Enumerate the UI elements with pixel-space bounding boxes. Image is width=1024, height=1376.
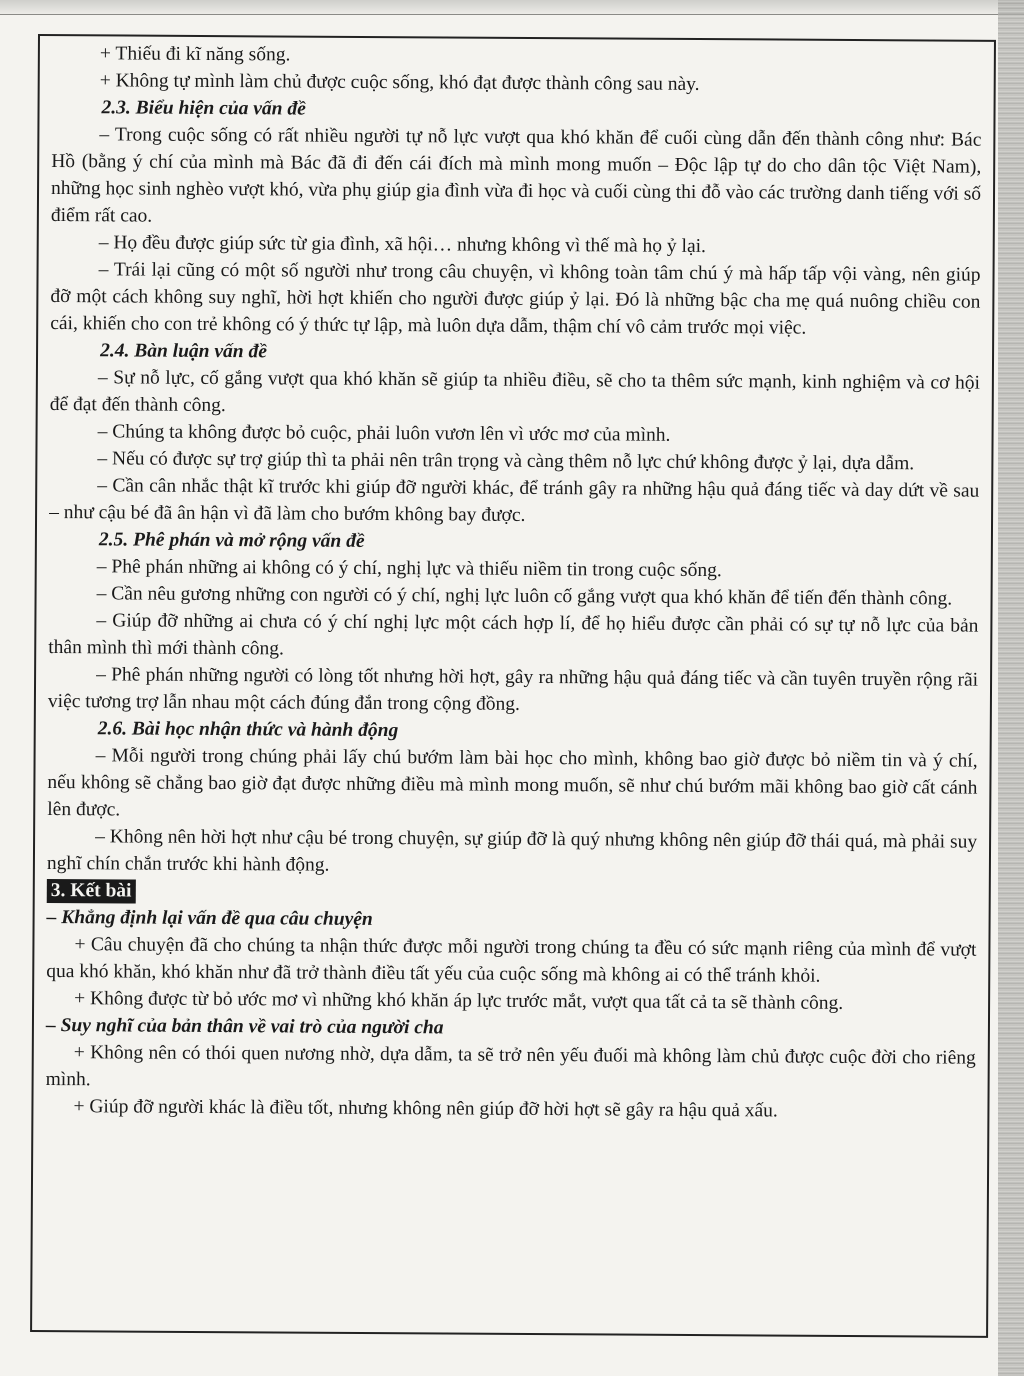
paragraph: + Câu chuyện đã cho chúng ta nhận thức được mỗi người trong chúng ta đều có sức mạnh riêng của mình để vượt qua khó khăn, khó khăn như đã trở thành điều tất yếu của cuộc sống mà không ai có thể tránh khỏi. <box>46 934 977 987</box>
page-binding-edge <box>998 0 1024 1376</box>
section-heading-2-5: 2.5. Phê phán và mở rộng vấn đề <box>98 529 365 552</box>
paragraph: – Giúp đỡ những ai chưa có ý chí nghị lực một cách hợp lí, để họ hiểu được cần phải có sự tự nỗ lực của bản thân mình thì mới thành công. <box>48 610 979 660</box>
subheading-suy-nghi: – Suy nghĩ của bản thân về vai trò của người cha <box>45 1014 444 1039</box>
paragraph: – Nếu có được sự trợ giúp thì ta phải nên trân trọng và càng thêm nỗ lực chứ không được ỷ lại, dựa dẫm. <box>97 448 915 475</box>
bullet-line: + Không tự mình làm chủ được cuộc sống, khó đạt được thành công sau này. <box>99 70 700 95</box>
paragraph: – Mỗi người trong chúng phải lấy chú bướm làm bài học cho mình, không bao giờ được bỏ niềm tin và ý chí, nếu không sẽ chẳng bao giờ đạt được những điều mà mình mong muốn, sẽ như chú bướm mãi không bao giờ cất cánh lên được. <box>47 745 978 821</box>
paragraph: – Phê phán những ai không có ý chí, nghị lực và thiếu niềm tin trong cuộc sống. <box>96 556 722 582</box>
section-heading-3: 3. Kết bài <box>47 879 136 904</box>
document-body <box>45 40 982 1126</box>
paragraph: – Trong cuộc sống có rất nhiều người tự nỗ lực vượt qua khó khăn để cuối cùng dẫn đến thành công như: Bác Hồ (bằng ý chí của mình mà Bác đã đi đến cái đích mà mình mong muốn – Độc lập tự do cho dân tộc Việt Nam), những học sinh nghèo vượt khó, vừa phụ giúp gia đình vừa đi học và cuối cùng thi đỗ vào các trường danh tiếng với số điểm rất cao. <box>50 124 982 227</box>
subheading-khang-dinh: – Khẳng định lại vấn đề qua câu chuyện <box>46 906 373 930</box>
paragraph: – Chúng ta không được bỏ cuộc, phải luôn vươn lên vì ước mơ của mình. <box>97 421 671 446</box>
paragraph: – Sự nỗ lực, cố gắng vượt qua khó khăn sẽ giúp ta nhiều điều, sẽ cho ta thêm sức mạnh, kinh nghiệm và cơ hội để đạt đến thành công. <box>49 367 980 417</box>
paragraph: + Giúp đỡ người khác là điều tốt, nhưng không nên giúp đỡ hời hợt sẽ gây ra hậu quả xấu. <box>73 1096 778 1122</box>
section-heading-2-4: 2.4. Bàn luận vấn đề <box>100 340 268 363</box>
section-heading-2-6: 2.6. Bài học nhận thức và hành động <box>97 718 399 742</box>
bullet-line: + Thiếu đi kĩ năng sống. <box>99 43 291 66</box>
paragraph: – Họ đều được giúp sức từ gia đình, xã hội… nhưng không vì thế mà họ ỷ lại. <box>98 232 707 257</box>
paragraph: – Phê phán những người có lòng tốt nhưng hời hợt, gây ra những hậu quả đáng tiếc và cần tuyên truyền rộng rãi việc tương trợ lẫn nhau một cách đúng đắn trong cộng đồng. <box>47 664 979 715</box>
paragraph: – Trái lại cũng có một số người như trong câu chuyện, vì không toàn tâm chú ý mà hấp tấp vội vàng, nên giúp đỡ một cách không suy nghĩ, hời hợt khiến cho người được giúp ỷ lại. Đó là những bậc cha mẹ quá nuông chiều con cái, khiến cho con trẻ không có ý thức tự lập, mà luôn dựa dẫm, thậm chí vô cảm trước mọi việc. <box>50 259 981 339</box>
section-heading-2-3: 2.3. Biểu hiện của vấn đề <box>101 97 306 120</box>
paragraph: + Không nên có thói quen nương nhờ, dựa dẫm, ta sẽ trở nên yếu đuối mà không làm chủ được cuộc đời cho riêng mình. <box>45 1042 976 1091</box>
paragraph: – Cần nêu gương những con người có ý chí, nghị lực luôn cố gắng vượt qua khó khăn để tiến đến thành công. <box>96 583 953 610</box>
paragraph: + Không được từ bỏ ước mơ vì những khó khăn áp lực trước mắt, vượt qua tất cả ta sẽ thành công. <box>74 988 844 1014</box>
page-top-edge <box>0 0 1024 15</box>
paragraph: – Cần cân nhắc thật kĩ trước khi giúp đỡ người khác, để tránh gây ra những hậu quả đáng tiếc và day dứt về sau – như cậu bé đã ân hận vì đã làm cho bướm không bay được. <box>49 475 980 526</box>
paragraph: – Không nên hời hợt như cậu bé trong chuyện, sự giúp đỡ là quý nhưng không nên giúp đỡ thái quá, mà phải suy nghĩ chín chắn trước khi hành động. <box>46 826 978 876</box>
